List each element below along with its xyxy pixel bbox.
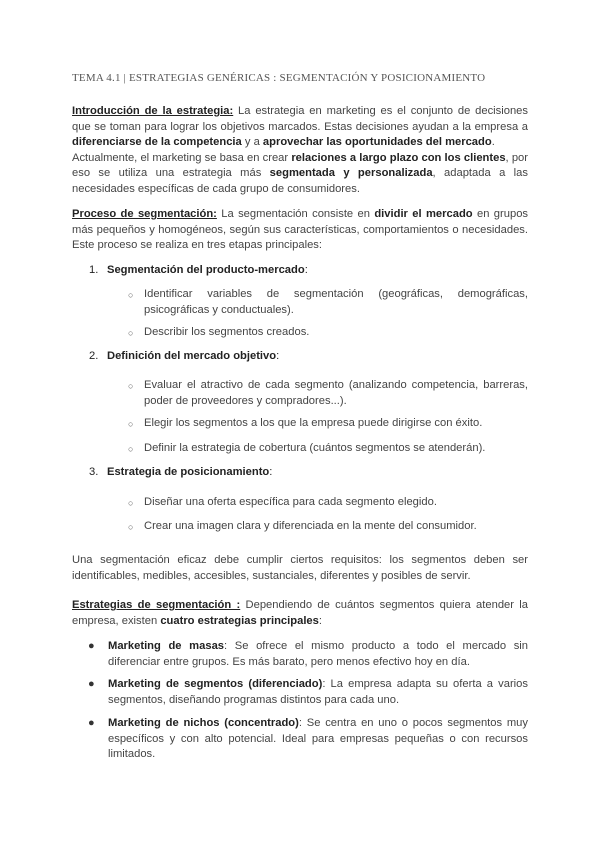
estrategias-text-2: : bbox=[318, 614, 322, 627]
bullet-marketing-segmentos bbox=[88, 677, 528, 708]
step-2-sub-1 bbox=[128, 378, 528, 409]
estrategias-paragraph bbox=[72, 598, 528, 629]
step-2-sub-3 bbox=[128, 441, 528, 457]
estrategias-text-1: Dependiendo de cuántos segmentos quiera atender la empresa, existen bbox=[72, 599, 528, 627]
proceso-text-1: La segmentación consiste en bbox=[216, 208, 375, 220]
step-3-sub-1-text: Diseñar una oferta específica para cada segmento elegido. bbox=[144, 496, 437, 508]
step-1-sub-1 bbox=[128, 287, 528, 318]
step-3-sub-1 bbox=[128, 495, 528, 511]
dot-bullet-icon: ● bbox=[88, 717, 95, 729]
intro-heading: Introducción de la estrategia: bbox=[72, 105, 234, 117]
bullet-marketing-nichos bbox=[88, 716, 528, 763]
step-3-colon: : bbox=[269, 466, 273, 478]
bullet-1-bold: Marketing de masas bbox=[108, 640, 225, 652]
bullet-1-text: : Se ofrece el mismo producto a todo el mercado sin diferenciar entre grupos. Es más barato, pero menos efectivo hoy en día. bbox=[108, 640, 528, 668]
step-2-number: 2. bbox=[89, 350, 99, 362]
circle-bullet-icon: ○ bbox=[128, 498, 134, 508]
intro-bold-2: aprovechar las oportunidades del mercado bbox=[262, 136, 492, 149]
step-1-sub-2 bbox=[128, 325, 528, 341]
proceso-heading: Proceso de segmentación: bbox=[72, 208, 217, 220]
intro-text-5: , por eso se utiliza una estrategia más bbox=[72, 151, 528, 180]
step-1-sub-2-text: Describir los segmentos creados. bbox=[144, 326, 310, 338]
intro-bold-4: segmentada y personalizada bbox=[269, 167, 433, 180]
step-3-label: Estrategia de posicionamiento bbox=[107, 466, 270, 478]
bullet-3-text: : Se centra en uno o pocos segmentos muy específicos y con alto potencial. Ideal para empresas pequeñas o con recursos limitados. bbox=[108, 717, 529, 761]
step-1 bbox=[89, 264, 308, 276]
step-2-sub-3-text: Definir la estrategia de cobertura (cuántos segmentos se atenderán). bbox=[144, 442, 486, 454]
circle-bullet-icon: ○ bbox=[128, 381, 134, 391]
step-1-number: 1. bbox=[89, 264, 99, 276]
circle-bullet-icon: ○ bbox=[128, 328, 134, 338]
estrategias-bold-1: cuatro estrategias principales bbox=[160, 614, 319, 627]
intro-text-4: Actualmente, el marketing se basa en crear bbox=[72, 151, 292, 164]
step-1-sub-1-text: Identificar variables de segmentación (geográficas, demográficas, psicográficas y conductuales). bbox=[144, 288, 528, 316]
proceso-paragraph bbox=[72, 207, 528, 254]
intro-bold-1: diferenciarse de la competencia bbox=[72, 136, 242, 149]
step-1-colon: : bbox=[304, 264, 308, 276]
requisitos-paragraph: Una segmentación eficaz debe cumplir ciertos requisitos: los segmentos deben ser identificables, medibles, accesibles, sustanciales, diferentes y posibles de servir. bbox=[72, 554, 528, 582]
bullet-3-bold: Marketing de nichos (concentrado) bbox=[108, 717, 299, 729]
step-2-sub-2-text: Elegir los segmentos a los que la empresa puede dirigirse con éxito. bbox=[144, 417, 483, 429]
bullet-2-bold: Marketing de segmentos (diferenciado) bbox=[108, 678, 323, 690]
dot-bullet-icon: ● bbox=[88, 678, 95, 690]
step-1-label: Segmentación del producto-mercado bbox=[107, 264, 305, 276]
step-2-label: Definición del mercado objetivo bbox=[107, 350, 277, 362]
circle-bullet-icon: ○ bbox=[128, 522, 134, 532]
dot-bullet-icon: ● bbox=[88, 640, 95, 652]
step-3 bbox=[89, 466, 272, 478]
intro-text-1: La estrategia en marketing es el conjunto de decisiones que se toman para lograr los objetivos marcados. Estas decisiones ayudan a la empresa a bbox=[72, 105, 528, 133]
step-2 bbox=[89, 350, 279, 362]
step-3-sub-2 bbox=[128, 519, 528, 535]
circle-bullet-icon: ○ bbox=[128, 290, 134, 300]
proceso-bold-1: dividir el mercado bbox=[374, 208, 473, 220]
intro-text-3: . bbox=[491, 136, 495, 149]
page-title: TEMA 4.1 | ESTRATEGIAS GENÉRICAS : SEGMENTACIÓN Y POSICIONAMIENTO bbox=[72, 72, 486, 84]
intro-bold-3: relaciones a largo plazo con los clientes bbox=[291, 151, 506, 164]
circle-bullet-icon: ○ bbox=[128, 444, 134, 454]
step-3-sub-2-text: Crear una imagen clara y diferenciada en la mente del consumidor. bbox=[144, 520, 477, 532]
intro-paragraph bbox=[72, 104, 528, 198]
proceso-text-2: en grupos más pequeños y homogéneos, según sus características, comportamientos o necesidades. Este proceso se realiza en tres etapas principales: bbox=[72, 208, 529, 252]
step-3-number: 3. bbox=[89, 466, 99, 478]
estrategias-heading: Estrategias de segmentación : bbox=[72, 599, 241, 611]
intro-text-2: y a bbox=[241, 136, 263, 149]
bullet-2-text: : La empresa adapta su oferta a varios segmentos, diseñando programas distintos para cada uno. bbox=[108, 678, 528, 706]
circle-bullet-icon: ○ bbox=[128, 419, 134, 429]
step-2-sub-2 bbox=[128, 416, 528, 432]
step-2-sub-1-text: Evaluar el atractivo de cada segmento (analizando competencia, barreras, poder de proveedores y compradores...). bbox=[144, 379, 528, 407]
step-2-colon: : bbox=[276, 350, 280, 362]
bullet-marketing-masas bbox=[88, 639, 528, 670]
intro-text-6: , adaptada a las necesidades específicas de cada grupo de consumidores. bbox=[72, 167, 528, 195]
